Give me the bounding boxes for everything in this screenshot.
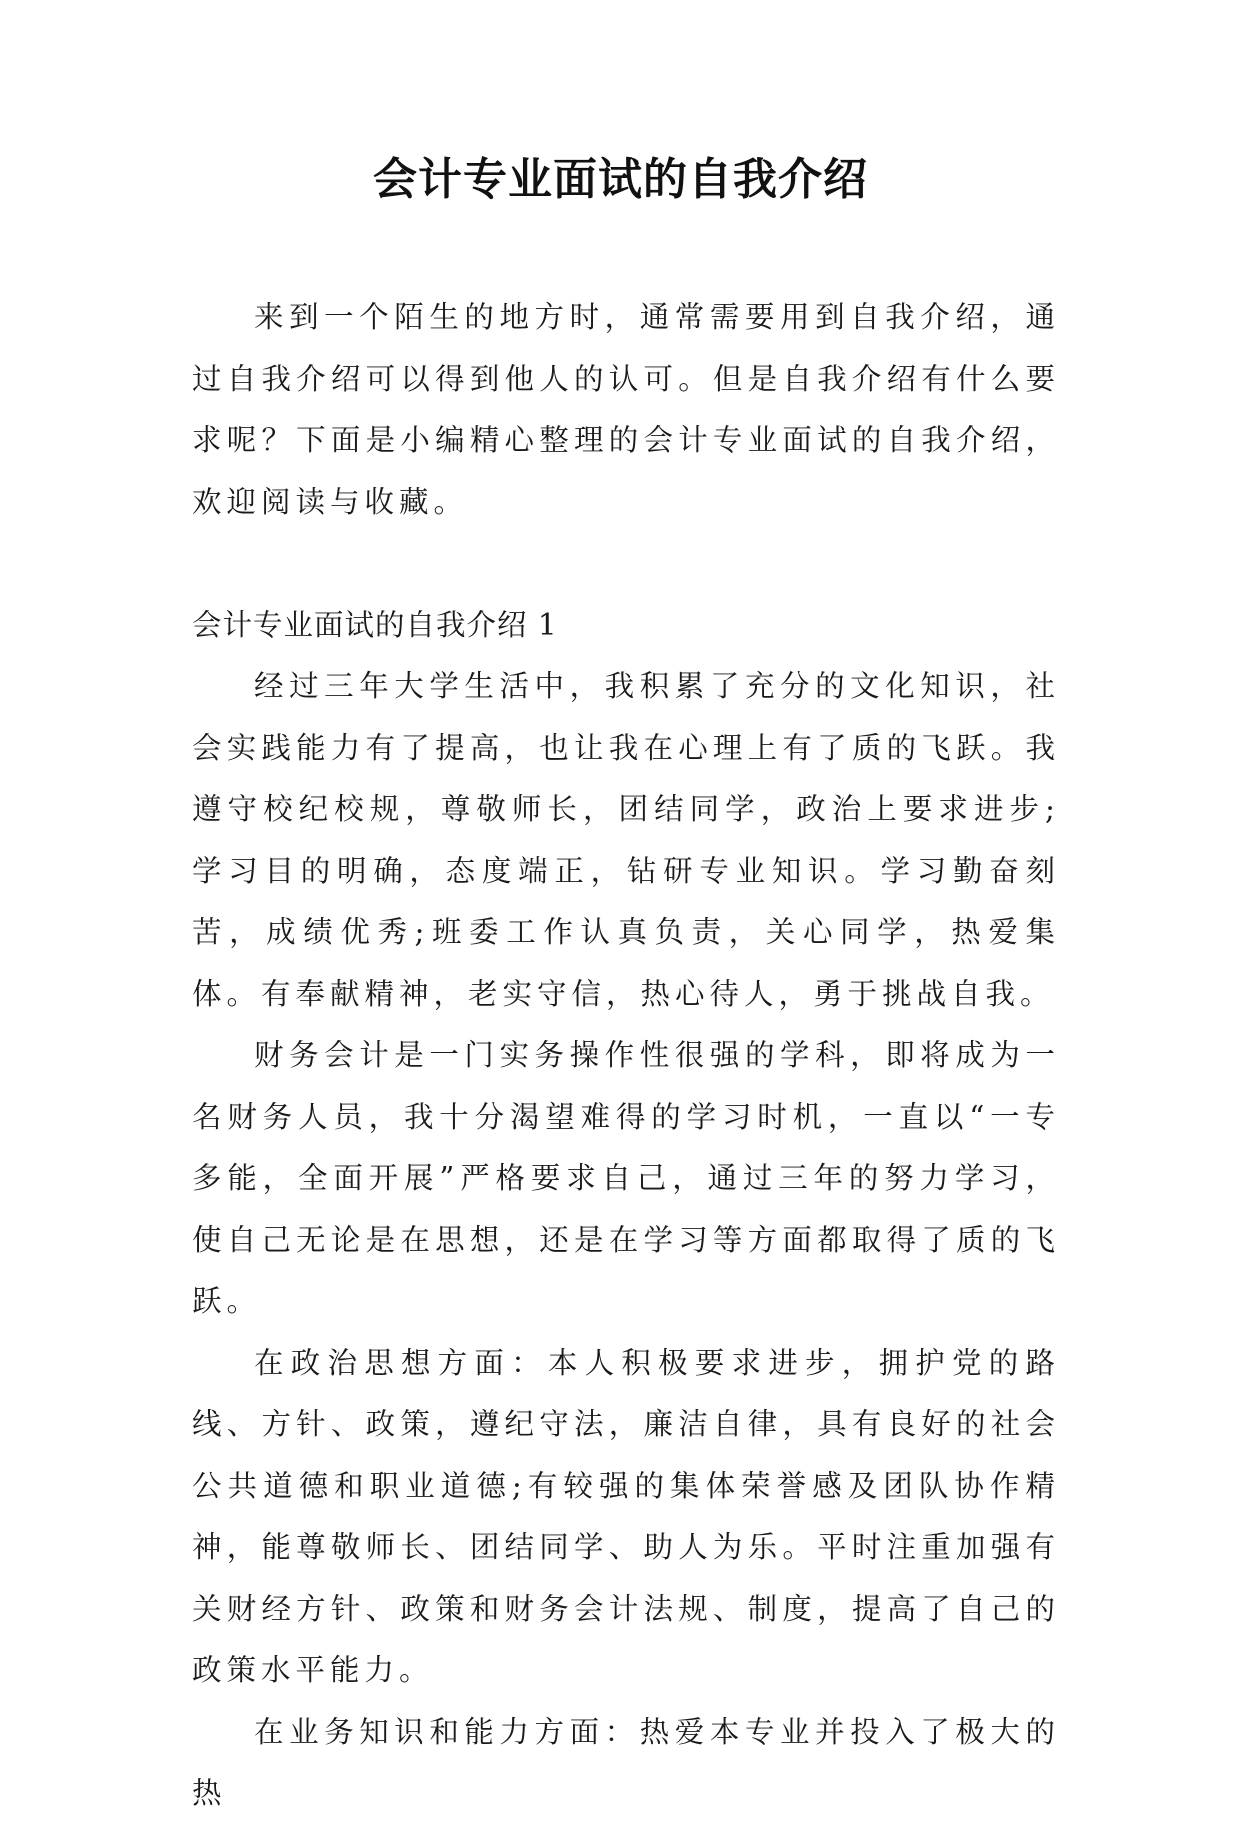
- intro-paragraph: 来到一个陌生的地方时，通常需要用到自我介绍，通过自我介绍可以得到他人的认可。但是自我介绍有什么要求呢？下面是小编精心整理的会计专业面试的自我介绍，欢迎阅读与收藏。: [192, 300, 1060, 519]
- body-paragraph-3: 在政治思想方面：本人积极要求进步，拥护党的路线、方针、政策，遵纪守法，廉洁自律，具有良好的社会公共道德和职业道德;有较强的集体荣誉感及团队协作精神，能尊敬师长、团结同学、助人为乐。平时注重加强有关财经方针、政策和财务会计法规、制度，提高了自己的政策水平能力。: [192, 1345, 1060, 1687]
- body-paragraph-4: 在业务知识和能力方面：热爱本专业并投入了极大的热: [192, 1714, 1060, 1810]
- body-paragraph-2: 财务会计是一门实务操作性很强的学科，即将成为一名财务人员，我十分渴望难得的学习时机，一直以“一专多能，全面开展”严格要求自己，通过三年的努力学习，使自己无论是在思想，还是在学习等方面都取得了质的飞跃。: [192, 1038, 1060, 1318]
- paragraph-gap: [192, 533, 1060, 595]
- body-paragraph-1: 经过三年大学生活中，我积累了充分的文化知识，社会实践能力有了提高，也让我在心理上有了质的飞跃。我遵守校纪校规，尊敬师长，团结同学，政治上要求进步;学习目的明确，态度端正，钻研专业知识。学习勤奋刻苦，成绩优秀;班委工作认真负责，关心同学，热爱集体。有奉献精神，老实守信，热心待人，勇于挑战自我。: [192, 669, 1060, 1011]
- section-heading: 会计专业面试的自我介绍 1: [192, 607, 558, 642]
- document-title: 会计专业面试的自我介绍: [373, 154, 868, 205]
- document-body: [192, 287, 1060, 1825]
